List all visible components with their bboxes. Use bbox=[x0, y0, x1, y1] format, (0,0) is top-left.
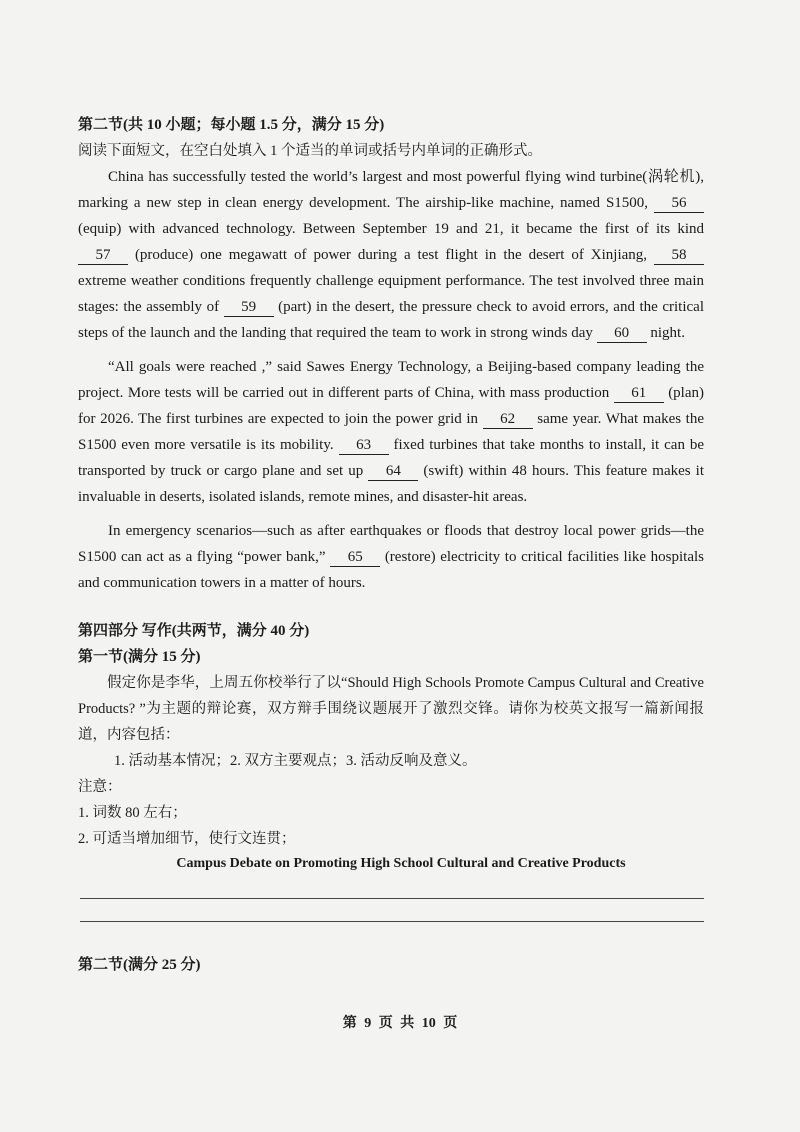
passage-text: night. bbox=[650, 325, 685, 341]
passage-text: (plan) for 2026. The first turbines are expected to join the power grid in bbox=[78, 385, 705, 427]
passage-text: (produce) one megawatt of power during a test flight in the desert of Xinjiang, bbox=[134, 247, 648, 263]
passage-text: In emergency scenarios—such as after earthquakes or floods that destroy local power grids—the S1500 can act as a flying “power bank,” bbox=[78, 523, 704, 565]
blank-59[interactable]: 59 bbox=[224, 298, 274, 317]
writing-prompt: 假定你是李华，上周五你校举行了以“Should High Schools Promote Campus Cultural and Creative Products? ”为主题的辩论赛，双方辩手围绕议题展开了激烈交锋。请你为校英文报写一篇新闻报道，内容包括： bbox=[78, 675, 704, 743]
passage-text: (restore) electricity to critical facilities like hospitals and communication towers in a matter of hours. bbox=[78, 549, 704, 591]
passage-text: China has successfully tested the world’s largest and most powerful flying wind turbine(涡轮机), marking a new step in clean energy development. The airship-like machine, named S1500, bbox=[78, 169, 704, 211]
passage-text: (equip) with advanced technology. Between September 19 and 21, it became the first of its kind bbox=[78, 221, 704, 237]
answer-line-2[interactable] bbox=[80, 899, 704, 922]
page-footer: 第 9 页 共 10 页 bbox=[342, 1016, 458, 1031]
section-instruction: 阅读下面短文，在空白处填入 1 个适当的单词或括号内单词的正确形式。 bbox=[78, 143, 542, 159]
part4-section1-heading: 第一节(满分 15 分) bbox=[78, 649, 201, 665]
blank-56[interactable]: 56 bbox=[654, 194, 704, 213]
note-1: 1. 词数 80 左右； bbox=[78, 805, 187, 821]
blank-57[interactable]: 57 bbox=[78, 246, 128, 265]
blank-62[interactable]: 62 bbox=[483, 410, 533, 429]
passage-text: “All goals were reached ,” said Sawes Energy Technology, a Beijing-based company leading the project. More tests will be carried out in different parts of China, with mass production bbox=[78, 359, 704, 401]
passage-paragraph-3 bbox=[78, 518, 704, 596]
blank-65[interactable]: 65 bbox=[330, 548, 380, 567]
blank-60[interactable]: 60 bbox=[597, 324, 647, 343]
passage-text: extreme weather conditions frequently challenge equipment performance. The test involved three main stages: the assembly of bbox=[78, 273, 704, 315]
blank-58[interactable]: 58 bbox=[654, 246, 704, 265]
passage-text: (part) in the desert, the pressure check to avoid errors, and the critical steps of the launch and the landing that required the team to work in strong winds day bbox=[78, 299, 704, 341]
note-label: 注意： bbox=[78, 779, 122, 795]
section-heading: 第二节(共 10 小题；每小题 1.5 分，满分 15 分) bbox=[78, 117, 385, 133]
passage-text: (swift) within 48 hours. This feature makes it invaluable in deserts, isolated islands, remote mines, and disaster-hit areas. bbox=[78, 463, 705, 505]
answer-line-1[interactable] bbox=[80, 876, 704, 899]
passage-paragraph-2 bbox=[78, 354, 704, 510]
note-2: 2. 可适当增加细节，使行文连贯； bbox=[78, 831, 296, 847]
writing-points: 1. 活动基本情况；2. 双方主要观点；3. 活动反响及意义。 bbox=[114, 753, 477, 769]
passage-text: fixed turbines that take months to install, it can be transported by truck or cargo plane and set up bbox=[78, 437, 705, 479]
essay-title: Campus Debate on Promoting High School Cultural and Creative Products bbox=[176, 856, 626, 871]
blank-64[interactable]: 64 bbox=[368, 462, 418, 481]
passage-text: same year. What makes the S1500 even more versatile is its mobility. bbox=[78, 411, 705, 453]
passage-paragraph-1 bbox=[78, 164, 704, 346]
part4-section2-heading: 第二节(满分 25 分) bbox=[78, 957, 201, 973]
blank-63[interactable]: 63 bbox=[339, 436, 389, 455]
part4-heading: 第四部分 写作(共两节，满分 40 分) bbox=[78, 623, 310, 639]
blank-61[interactable]: 61 bbox=[614, 384, 664, 403]
